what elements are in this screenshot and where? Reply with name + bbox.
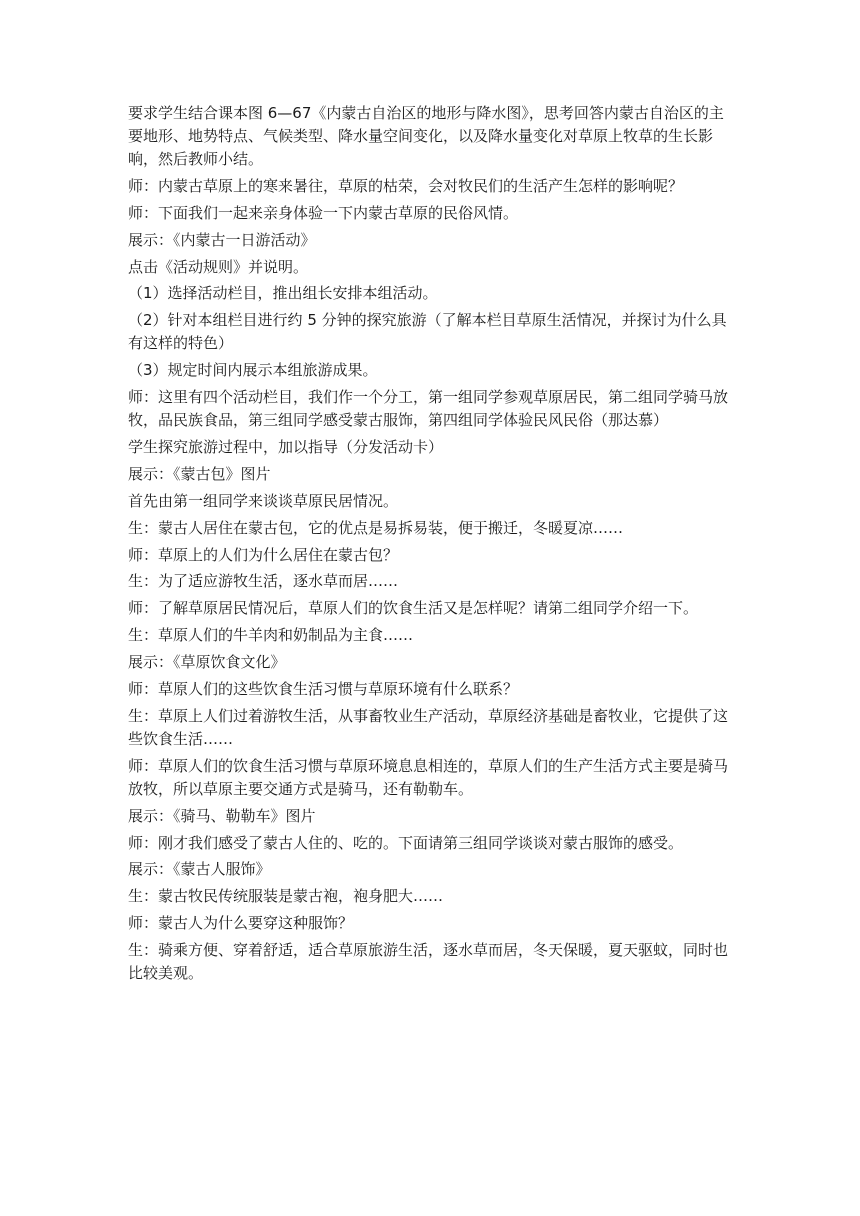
paragraph: 展示：《蒙古人服饰》 <box>128 860 271 879</box>
paragraph: 学生探究旅游过程中，加以指导（分发活动卡） <box>128 438 444 457</box>
paragraph: 展示：《草原饮食文化》 <box>128 653 286 672</box>
paragraph: 要求学生结合课本图 6—67《内蒙古自治区的地形与降水图》，思考回答内蒙古自治区的主要地形、地势特点、气候类型、降水量空间变化，以及降水量变化对草原上牧草的生长影响，然后教师小结。 <box>128 104 724 168</box>
paragraph: 师：下面我们一起来亲身体验一下内蒙古草原的民俗风情。 <box>128 203 519 222</box>
paragraph: 生：骑乘方便、穿着舒适，适合草原旅游生活，逐水草而居，冬天保暖，夏天驱蚊，同时也比较美观。 <box>128 941 729 983</box>
paragraph: （3）规定时间内展示本组旅游成果。 <box>128 361 378 380</box>
paragraph: 首先由第一组同学来谈谈草原民居情况。 <box>128 491 399 510</box>
paragraph: 师：草原人们的饮食生活习惯与草原环境息息相连的，草原人们的生产生活方式主要是骑马放牧，所以草原主要交通方式是骑马，还有勒勒车。 <box>128 756 729 798</box>
paragraph: 师：了解草原居民情况后，草原人们的饮食生活又是怎样呢？请第二组同学介绍一下。 <box>128 599 699 618</box>
paragraph: 展示：《骑马、勒勒车》图片 <box>128 806 316 825</box>
paragraph: 师：刚才我们感受了蒙古人住的、吃的。下面请第三组同学谈谈对蒙古服饰的感受。 <box>128 833 684 852</box>
paragraph: 生：蒙古人居住在蒙古包，它的优点是易拆易装，便于搬迁，冬暖夏凉…… <box>128 518 624 537</box>
paragraph: 生：为了适应游牧生活，逐水草而居…… <box>128 572 399 591</box>
paragraph: （2）针对本组栏目进行约 5 分钟的探究旅游（了解本栏目草原生活情况，并探讨为什么具有这样的特色） <box>128 311 727 353</box>
paragraph: 师：草原上的人们为什么居住在蒙古包？ <box>128 545 399 564</box>
document-body <box>128 102 738 989</box>
paragraph: 点击《活动规则》并说明。 <box>128 257 309 276</box>
paragraph: 师：内蒙古草原上的寒来暑往，草原的枯荣，会对牧民们的生活产生怎样的影响呢？ <box>128 176 684 195</box>
paragraph: 展示：《内蒙古一日游活动》 <box>128 230 316 249</box>
paragraph: 师：草原人们的这些饮食生活习惯与草原环境有什么联系？ <box>128 680 519 699</box>
paragraph: 生：蒙古牧民传统服装是蒙古袍，袍身肥大…… <box>128 887 444 906</box>
paragraph: 生：草原人们的牛羊肉和奶制品为主食…… <box>128 626 414 645</box>
paragraph: 生：草原上人们过着游牧生活，从事畜牧业生产活动，草原经济基础是畜牧业，它提供了这 些饮食生活…… <box>128 706 738 748</box>
paragraph: （1）选择活动栏目，推出组长安排本组活动。 <box>128 284 438 303</box>
paragraph: 师：这里有四个活动栏目，我们作一个分工，第一组同学参观草原居民，第二组同学骑马放牧，品民族食品，第三组同学感受蒙古服饰，第四组同学体验民风民俗（那达慕） <box>128 388 729 430</box>
paragraph: 师：蒙古人为什么要穿这种服饰？ <box>128 914 354 933</box>
paragraph: 展示：《蒙古包》图片 <box>128 464 271 483</box>
